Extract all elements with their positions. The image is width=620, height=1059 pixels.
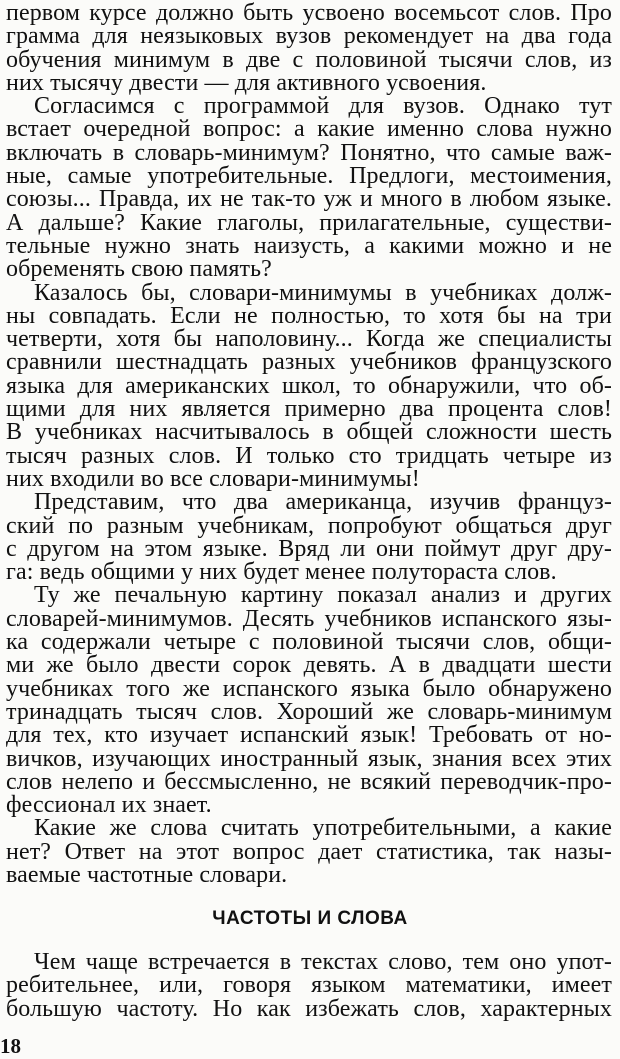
text-line: слов нелепо и бессмысленно, не всякий переводчик-про- <box>6 768 612 795</box>
text-line: В учебниках насчитывалось в общей сложности шесть <box>6 419 612 446</box>
text-line: с другом на этом языке. Вряд ли они поймут друг дру- <box>6 535 612 562</box>
section-heading: ЧАСТОТЫ И СЛОВА <box>212 908 408 929</box>
text-line: обременять свою память? <box>6 256 272 283</box>
body-text-before-heading <box>6 2 612 887</box>
text-line: четверти, хотя бы наполовину... Когда же специалисты <box>6 326 612 353</box>
text-line: Ту же печальную картину показал анализ и других <box>34 582 612 609</box>
text-line: ка содержали четыре с половиной тысячи слов, общи- <box>6 629 612 656</box>
text-line: них тысячу двести — для активного усвоения. <box>6 69 487 96</box>
text-line: учебниках того же испанского языка было обнаружено <box>6 675 612 702</box>
text-line: включать в словарь-минимум? Понятно, что самые важ- <box>6 139 612 166</box>
text-line: А дальше? Какие глаголы, прилагательные, существи- <box>6 209 612 236</box>
text-line: Согласимся с программой для вузов. Однако тут <box>34 93 612 120</box>
text-line: первом курсе должно быть усвоено восемьсот слов. Про <box>6 0 612 26</box>
page-number: 18 <box>0 1034 21 1058</box>
text-line: ваемые частотные словари. <box>6 861 288 888</box>
text-line: тельные нужно знать наизусть, а какими можно и не <box>6 232 612 259</box>
text-line: словарей-минимумов. Десять учебников испанского язы- <box>6 605 612 632</box>
text-line: них входили во все словари-минимумы! <box>6 465 420 492</box>
text-line: Представим, что два американца, изучив француз- <box>34 489 612 516</box>
text-line: союзы... Правда, их не так-то уж и много в любом языке. <box>6 186 612 213</box>
text-line: ми же было двести сорок девять. А в двадцати шести <box>6 652 612 679</box>
text-line: сравнили шестнадцать разных учебников французского <box>6 349 612 376</box>
text-line: Казалось бы, словари-минимумы в учебниках долж- <box>34 279 612 306</box>
text-line: грамма для неязыковых вузов рекомендует на два года <box>6 23 612 50</box>
text-line: большую частоту. Но как избежать слов, характерных <box>6 995 612 1022</box>
text-line: вичков, изучающих иностранный язык, знания всех этих <box>6 745 612 772</box>
body-text-after-heading <box>6 951 612 1021</box>
text-line: Чем чаще встречается в текстах слово, тем оно упот- <box>34 949 612 975</box>
text-line: ные, самые употребительные. Предлоги, местоимения, <box>6 163 612 190</box>
text-line: фессионал их знает. <box>6 792 212 819</box>
text-line: нет? Ответ на этот вопрос дает статистика, так назы- <box>6 838 612 865</box>
text-line: щими для них является примерно два процента слов! <box>6 396 612 423</box>
text-line: ский по разным учебникам, попробуют общаться друг <box>6 512 612 539</box>
text-line: ребительнее, или, говоря языком математики, имеет <box>6 972 612 999</box>
text-line: встает очередной вопрос: а какие именно слова нужно <box>6 116 612 143</box>
text-line: га: ведь общими у них будет менее полутораста слов. <box>6 559 557 586</box>
text-line: Какие же слова считать употребительными, а какие <box>34 815 612 842</box>
text-line: языка для американских школ, то обнаружили, что об- <box>6 372 612 399</box>
text-line: ны совпадать. Если не полностью, то хотя бы на три <box>6 302 612 329</box>
text-line: тринадцать тысяч слов. Хороший же словарь-минимум <box>6 698 612 725</box>
text-line: для тех, кто изучает испанский язык! Требовать от но- <box>6 722 612 749</box>
text-line: обучения минимум в две с половиной тысячи слов, из <box>6 46 612 73</box>
text-line: тысяч разных слов. И только сто тридцать четыре из <box>6 442 612 469</box>
